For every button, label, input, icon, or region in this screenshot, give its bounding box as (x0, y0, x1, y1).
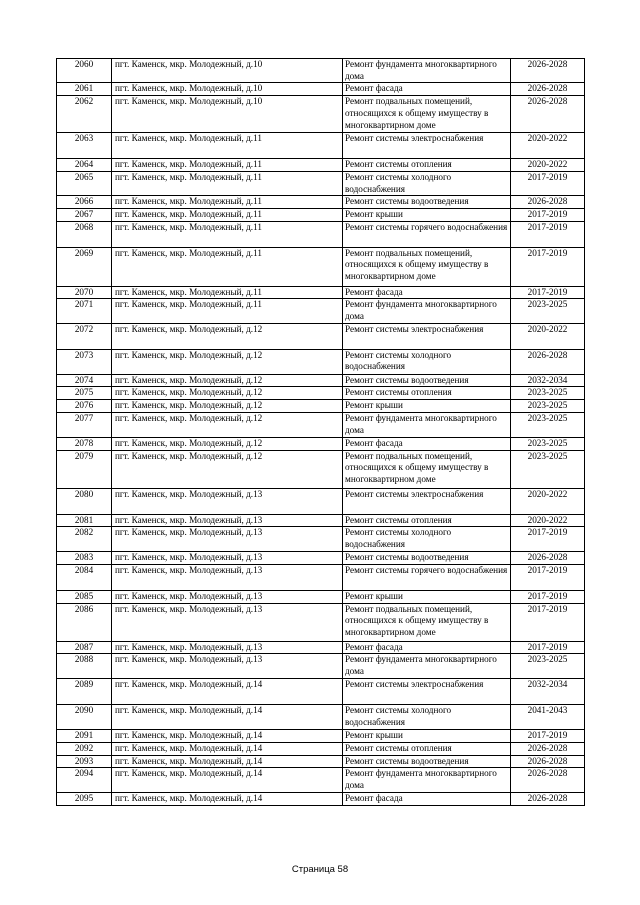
row-number: 2078 (57, 437, 112, 450)
row-number: 2095 (57, 792, 112, 805)
table-row (57, 437, 585, 450)
row-number: 2074 (57, 374, 112, 387)
work-type-cell: Ремонт фасада (343, 286, 511, 299)
period-cell: 2026-2028 (511, 743, 585, 756)
work-type-cell: Ремонт крыши (343, 208, 511, 221)
row-number: 2068 (57, 221, 112, 247)
address-cell: пгт. Каменск, мкр. Молодежный, д.13 (112, 527, 343, 552)
address-cell: пгт. Каменск, мкр. Молодежный, д.11 (112, 171, 343, 195)
period-cell: 2020-2022 (511, 133, 585, 159)
row-number: 2067 (57, 208, 112, 221)
table-row (57, 488, 585, 514)
table-row (57, 387, 585, 400)
table-row (57, 768, 585, 792)
work-type-cell: Ремонт системы холодного водоснабжения (343, 349, 511, 374)
period-cell: 2026-2028 (511, 196, 585, 209)
address-cell: пгт. Каменск, мкр. Молодежный, д.11 (112, 299, 343, 323)
row-number: 2069 (57, 247, 112, 286)
row-number: 2075 (57, 387, 112, 400)
row-number: 2082 (57, 527, 112, 552)
work-type-cell: Ремонт крыши (343, 730, 511, 743)
address-cell: пгт. Каменск, мкр. Молодежный, д.11 (112, 247, 343, 286)
period-cell: 2017-2019 (511, 730, 585, 743)
row-number: 2070 (57, 286, 112, 299)
row-number: 2072 (57, 323, 112, 349)
work-type-cell: Ремонт системы водоотведения (343, 196, 511, 209)
period-cell: 2026-2028 (511, 349, 585, 374)
work-type-cell: Ремонт системы холодного водоснабжения (343, 171, 511, 195)
table-body (57, 59, 585, 806)
address-cell: пгт. Каменск, мкр. Молодежный, д.13 (112, 552, 343, 565)
address-cell: пгт. Каменск, мкр. Молодежный, д.14 (112, 755, 343, 768)
address-cell: пгт. Каменск, мкр. Молодежный, д.13 (112, 590, 343, 603)
work-type-cell: Ремонт системы электроснабжения (343, 323, 511, 349)
work-type-cell: Ремонт системы горячего водоснабжения (343, 221, 511, 247)
page-number: Страница 58 (291, 864, 349, 875)
work-type-cell: Ремонт системы холодного водоснабжения (343, 705, 511, 730)
address-cell: пгт. Каменск, мкр. Молодежный, д.10 (112, 96, 343, 133)
address-cell: пгт. Каменск, мкр. Молодежный, д.12 (112, 387, 343, 400)
period-cell: 2017-2019 (511, 641, 585, 654)
work-type-cell: Ремонт системы водоотведения (343, 755, 511, 768)
table-row (57, 654, 585, 679)
row-number: 2060 (57, 59, 112, 83)
period-cell: 2023-2025 (511, 450, 585, 488)
period-cell: 2017-2019 (511, 247, 585, 286)
period-cell: 2023-2025 (511, 437, 585, 450)
address-cell: пгт. Каменск, мкр. Молодежный, д.12 (112, 437, 343, 450)
period-cell: 2017-2019 (511, 527, 585, 552)
row-number: 2065 (57, 171, 112, 195)
period-cell: 2017-2019 (511, 590, 585, 603)
table-row (57, 552, 585, 565)
address-cell: пгт. Каменск, мкр. Молодежный, д.11 (112, 286, 343, 299)
work-type-cell: Ремонт системы водоотведения (343, 552, 511, 565)
repair-schedule-table (56, 58, 585, 806)
period-cell: 2023-2025 (511, 412, 585, 437)
row-number: 2093 (57, 755, 112, 768)
address-cell: пгт. Каменск, мкр. Молодежный, д.13 (112, 641, 343, 654)
work-type-cell: Ремонт системы отопления (343, 159, 511, 172)
table-row (57, 755, 585, 768)
row-number: 2062 (57, 96, 112, 133)
table-row (57, 450, 585, 488)
work-type-cell: Ремонт подвальных помещений, относящихся к общему имуществу в многоквартирном доме (343, 603, 511, 641)
address-cell: пгт. Каменск, мкр. Молодежный, д.12 (112, 412, 343, 437)
address-cell: пгт. Каменск, мкр. Молодежный, д.14 (112, 679, 343, 705)
table-row (57, 374, 585, 387)
work-type-cell: Ремонт системы электроснабжения (343, 133, 511, 159)
table-row (57, 641, 585, 654)
table-row (57, 679, 585, 705)
work-type-cell: Ремонт фундамента многоквартирного дома (343, 299, 511, 323)
work-type-cell: Ремонт фасада (343, 641, 511, 654)
row-number: 2089 (57, 679, 112, 705)
row-number: 2087 (57, 641, 112, 654)
row-number: 2079 (57, 450, 112, 488)
row-number: 2094 (57, 768, 112, 792)
period-cell: 2026-2028 (511, 792, 585, 805)
address-cell: пгт. Каменск, мкр. Молодежный, д.14 (112, 705, 343, 730)
address-cell: пгт. Каменск, мкр. Молодежный, д.13 (112, 654, 343, 679)
period-cell: 2020-2022 (511, 488, 585, 514)
work-type-cell: Ремонт фасада (343, 83, 511, 96)
table-row (57, 299, 585, 323)
address-cell: пгт. Каменск, мкр. Молодежный, д.11 (112, 159, 343, 172)
table-row (57, 514, 585, 527)
table-row (57, 743, 585, 756)
period-cell: 2020-2022 (511, 159, 585, 172)
period-cell: 2023-2025 (511, 400, 585, 413)
address-cell: пгт. Каменск, мкр. Молодежный, д.10 (112, 59, 343, 83)
period-cell: 2017-2019 (511, 171, 585, 195)
row-number: 2081 (57, 514, 112, 527)
address-cell: пгт. Каменск, мкр. Молодежный, д.11 (112, 196, 343, 209)
row-number: 2085 (57, 590, 112, 603)
address-cell: пгт. Каменск, мкр. Молодежный, д.12 (112, 400, 343, 413)
table-row (57, 323, 585, 349)
work-type-cell: Ремонт крыши (343, 590, 511, 603)
row-number: 2071 (57, 299, 112, 323)
period-cell: 2023-2025 (511, 654, 585, 679)
table-row (57, 59, 585, 83)
row-number: 2084 (57, 564, 112, 590)
table-row (57, 208, 585, 221)
address-cell: пгт. Каменск, мкр. Молодежный, д.13 (112, 603, 343, 641)
row-number: 2077 (57, 412, 112, 437)
table-row (57, 159, 585, 172)
period-cell: 2017-2019 (511, 221, 585, 247)
table-row (57, 286, 585, 299)
period-cell: 2023-2025 (511, 299, 585, 323)
work-type-cell: Ремонт подвальных помещений, относящихся к общему имуществу в многоквартирном доме (343, 450, 511, 488)
period-cell: 2026-2028 (511, 59, 585, 83)
row-number: 2088 (57, 654, 112, 679)
table-row (57, 83, 585, 96)
row-number: 2091 (57, 730, 112, 743)
period-cell: 2026-2028 (511, 552, 585, 565)
table-row (57, 527, 585, 552)
period-cell: 2032-2034 (511, 374, 585, 387)
table-row (57, 400, 585, 413)
address-cell: пгт. Каменск, мкр. Молодежный, д.13 (112, 488, 343, 514)
table-row (57, 412, 585, 437)
row-number: 2061 (57, 83, 112, 96)
address-cell: пгт. Каменск, мкр. Молодежный, д.14 (112, 768, 343, 792)
work-type-cell: Ремонт фундамента многоквартирного дома (343, 654, 511, 679)
row-number: 2080 (57, 488, 112, 514)
work-type-cell: Ремонт подвальных помещений, относящихся к общему имуществу в многоквартирном доме (343, 96, 511, 133)
period-cell: 2017-2019 (511, 286, 585, 299)
row-number: 2083 (57, 552, 112, 565)
address-cell: пгт. Каменск, мкр. Молодежный, д.13 (112, 514, 343, 527)
row-number: 2064 (57, 159, 112, 172)
work-type-cell: Ремонт системы водоотведения (343, 374, 511, 387)
period-cell: 2026-2028 (511, 755, 585, 768)
period-cell: 2026-2028 (511, 768, 585, 792)
table-row (57, 247, 585, 286)
table-row (57, 349, 585, 374)
address-cell: пгт. Каменск, мкр. Молодежный, д.11 (112, 133, 343, 159)
work-type-cell: Ремонт фасада (343, 792, 511, 805)
work-type-cell: Ремонт фундамента многоквартирного дома (343, 59, 511, 83)
address-cell: пгт. Каменск, мкр. Молодежный, д.11 (112, 208, 343, 221)
table-row (57, 705, 585, 730)
period-cell: 2017-2019 (511, 564, 585, 590)
table-row (57, 133, 585, 159)
table-row (57, 730, 585, 743)
period-cell: 2041-2043 (511, 705, 585, 730)
address-cell: пгт. Каменск, мкр. Молодежный, д.12 (112, 323, 343, 349)
period-cell: 2032-2034 (511, 679, 585, 705)
period-cell: 2026-2028 (511, 96, 585, 133)
address-cell: пгт. Каменск, мкр. Молодежный, д.14 (112, 792, 343, 805)
row-number: 2076 (57, 400, 112, 413)
table-row (57, 96, 585, 133)
work-type-cell: Ремонт системы электроснабжения (343, 488, 511, 514)
address-cell: пгт. Каменск, мкр. Молодежный, д.12 (112, 374, 343, 387)
address-cell: пгт. Каменск, мкр. Молодежный, д.10 (112, 83, 343, 96)
period-cell: 2020-2022 (511, 514, 585, 527)
work-type-cell: Ремонт фундамента многоквартирного дома (343, 768, 511, 792)
work-type-cell: Ремонт системы электроснабжения (343, 679, 511, 705)
table-row (57, 603, 585, 641)
period-cell: 2017-2019 (511, 208, 585, 221)
address-cell: пгт. Каменск, мкр. Молодежный, д.12 (112, 349, 343, 374)
work-type-cell: Ремонт подвальных помещений, относящихся к общему имуществу в многоквартирном доме (343, 247, 511, 286)
table-row (57, 590, 585, 603)
row-number: 2086 (57, 603, 112, 641)
period-cell: 2023-2025 (511, 387, 585, 400)
work-type-cell: Ремонт системы отопления (343, 387, 511, 400)
row-number: 2090 (57, 705, 112, 730)
work-type-cell: Ремонт системы холодного водоснабжения (343, 527, 511, 552)
period-cell: 2026-2028 (511, 83, 585, 96)
table-row (57, 221, 585, 247)
period-cell: 2017-2019 (511, 603, 585, 641)
table-row (57, 196, 585, 209)
address-cell: пгт. Каменск, мкр. Молодежный, д.11 (112, 221, 343, 247)
work-type-cell: Ремонт фасада (343, 437, 511, 450)
work-type-cell: Ремонт фундамента многоквартирного дома (343, 412, 511, 437)
work-type-cell: Ремонт крыши (343, 400, 511, 413)
address-cell: пгт. Каменск, мкр. Молодежный, д.14 (112, 730, 343, 743)
table-row (57, 792, 585, 805)
period-cell: 2020-2022 (511, 323, 585, 349)
table-row (57, 171, 585, 195)
work-type-cell: Ремонт системы отопления (343, 743, 511, 756)
work-type-cell: Ремонт системы отопления (343, 514, 511, 527)
address-cell: пгт. Каменск, мкр. Молодежный, д.12 (112, 450, 343, 488)
address-cell: пгт. Каменск, мкр. Молодежный, д.14 (112, 743, 343, 756)
row-number: 2092 (57, 743, 112, 756)
work-type-cell: Ремонт системы горячего водоснабжения (343, 564, 511, 590)
table-row (57, 564, 585, 590)
address-cell: пгт. Каменск, мкр. Молодежный, д.13 (112, 564, 343, 590)
row-number: 2063 (57, 133, 112, 159)
row-number: 2066 (57, 196, 112, 209)
row-number: 2073 (57, 349, 112, 374)
